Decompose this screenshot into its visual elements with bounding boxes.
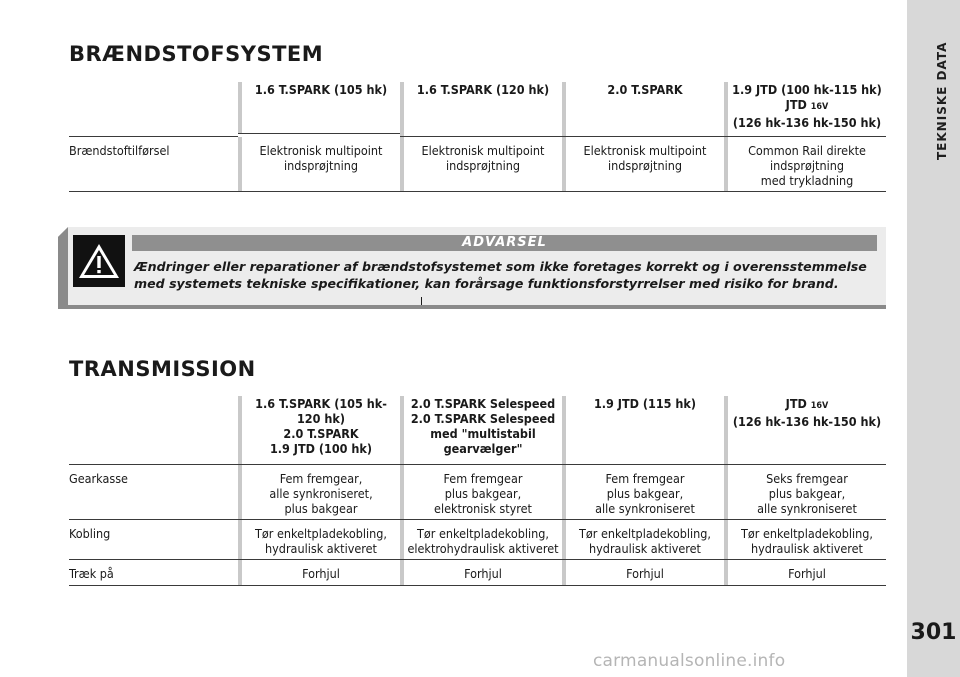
column-header: 1.6 T.SPARK (120 hk) [400, 82, 562, 137]
table-cell: Tør enkeltpladekobling, hydraulisk aktiveret [238, 520, 400, 560]
row-label: Gearkasse [69, 465, 238, 520]
row-label: Træk på [69, 560, 238, 586]
table-cell: Common Rail direkte indsprøjtning med trykladning [724, 137, 886, 192]
table-cell: Elektronisk multipoint indsprøjtning [400, 137, 562, 192]
table-cell: Forhjul [238, 560, 400, 586]
column-header: 1.6 T.SPARK (105 hk-120 hk) 2.0 T.SPARK 1.9 JTD (100 hk) [238, 396, 400, 465]
column-header: JTD 16V (126 hk-136 hk-150 hk) [724, 396, 886, 465]
table-cell: Fem fremgear plus bakgear, alle synkroniseret [562, 465, 724, 520]
table-row [69, 560, 887, 586]
column-header: 2.0 T.SPARK Selespeed 2.0 T.SPARK Selespeed med "multistabil gearvælger" [400, 396, 562, 465]
table-cell: Tør enkeltpladekobling, hydraulisk aktiveret [562, 520, 724, 560]
transmission-spec-table [69, 396, 887, 586]
side-tab [907, 0, 960, 677]
warning-text: Ændringer eller reparationer af brændstofsystemet som ikke foretages korrekt og i overensstemmelse med systemets tekniske specifikationer, kan forårsage funktionsforstyrrelser med risiko for brand. [134, 259, 867, 291]
fuel-system-title: BRÆNDSTOFSYSTEM [69, 42, 324, 66]
warning-heading: ADVARSEL [132, 235, 877, 251]
section-tab-title: TEKNISKE DATA [935, 42, 949, 161]
table-cell: Fem fremgear, alle synkroniseret, plus bakgear [238, 465, 400, 520]
column-header: 1.9 JTD (115 hk) [562, 396, 724, 465]
warning-box [58, 227, 886, 309]
page-number: 301 [910, 620, 957, 645]
warning-triangle-icon [73, 235, 125, 287]
table-cell: Forhjul [724, 560, 886, 586]
row-label: Brændstoftilførsel [69, 137, 238, 192]
table-cell: Forhjul [400, 560, 562, 586]
column-header: 1.6 T.SPARK (105 hk) [238, 82, 400, 134]
column-header: 2.0 T.SPARK [562, 82, 724, 137]
table-cell: Tør enkeltpladekobling, hydraulisk aktiveret [724, 520, 886, 560]
table-cell: Elektronisk multipoint indsprøjtning [562, 137, 724, 192]
table-cell: Forhjul [562, 560, 724, 586]
row-label: Kobling [69, 520, 238, 560]
table-row [69, 137, 887, 192]
fuel-spec-table [69, 82, 887, 192]
table-cell: Fem fremgear plus bakgear, elektronisk styret [400, 465, 562, 520]
table-header-row [69, 396, 887, 465]
column-header: 1.9 JTD (100 hk-115 hk) JTD 16V (126 hk-136 hk-150 hk) [724, 82, 886, 137]
transmission-title: TRANSMISSION [69, 357, 256, 381]
table-cell: Seks fremgear plus bakgear, alle synkroniseret [724, 465, 886, 520]
table-row [69, 520, 887, 560]
watermark: carmanualsonline.info [593, 651, 786, 671]
table-header-row [69, 82, 887, 137]
table-cell: Elektronisk multipoint indsprøjtning [238, 137, 400, 192]
table-cell: Tør enkeltpladekobling, elektrohydraulisk aktiveret [400, 520, 562, 560]
table-row [69, 465, 887, 520]
